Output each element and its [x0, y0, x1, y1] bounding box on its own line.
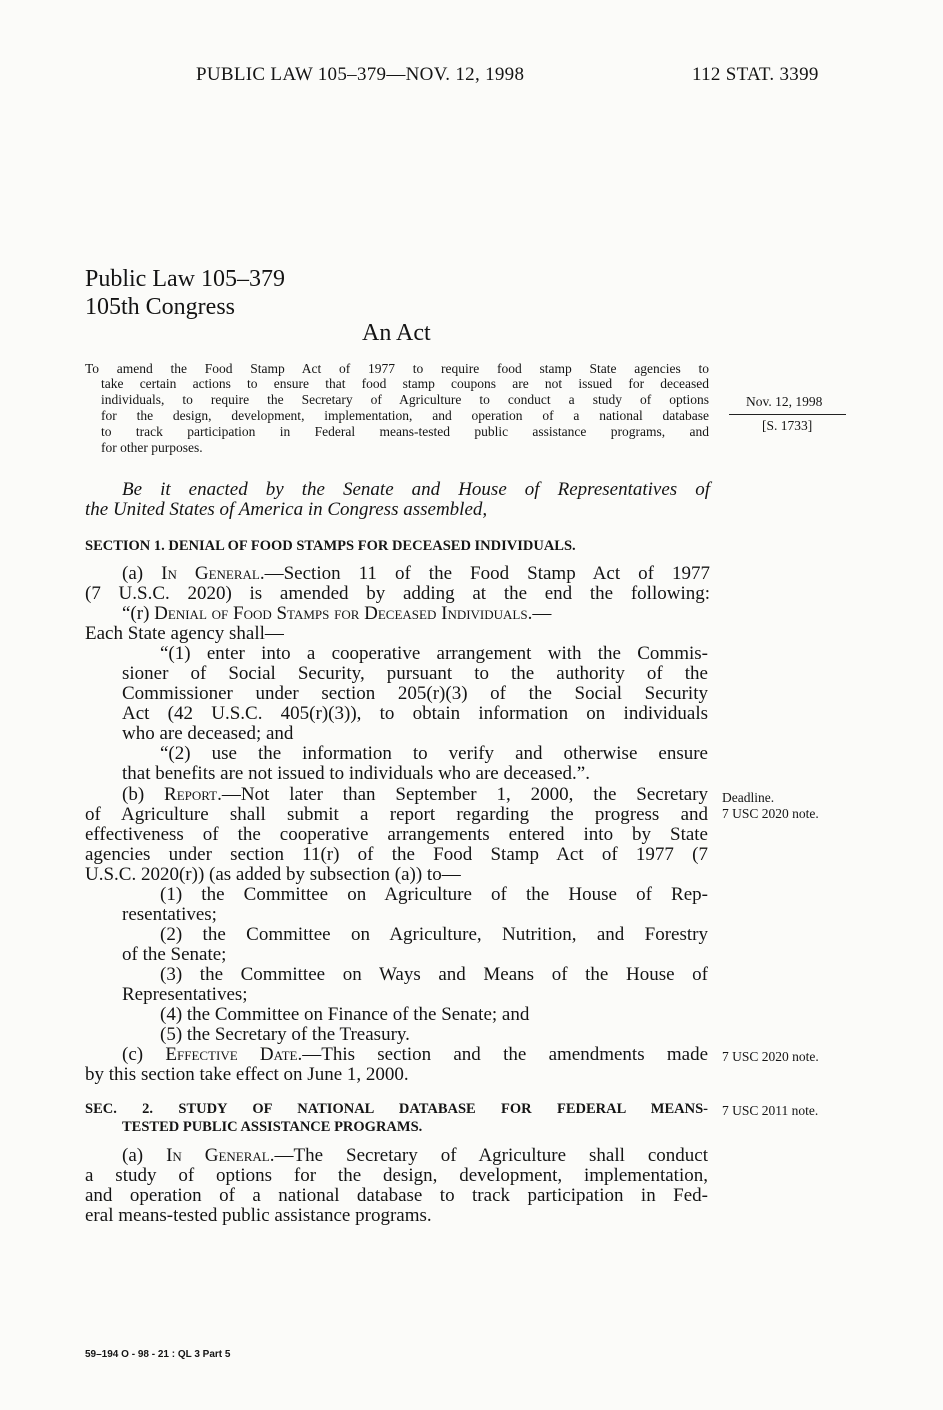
purpose-line: take certain actions to ensure that food stamp coupons are not issued for deceased	[101, 376, 709, 391]
margin-rule	[729, 414, 846, 415]
margin-usc-note: 7 USC 2020 note.	[722, 1049, 819, 1064]
margin-deadline: Deadline.	[722, 790, 775, 805]
section-2-heading: SEC. 2. STUDY OF NATIONAL DATABASE FOR FEDERAL MEANS-	[85, 1101, 708, 1117]
paragraph-1-line: Act (42 U.S.C. 405(r)(3)), to obtain information on individuals	[122, 703, 708, 724]
recipient-item: (3) the Committee on Ways and Means of the House of	[160, 964, 708, 985]
paragraph-2-line: that benefits are not issued to individuals who are deceased.”.	[122, 763, 590, 784]
recipient-item: of the Senate;	[122, 944, 227, 965]
recipient-item: (5) the Secretary of the Treasury.	[160, 1024, 410, 1045]
margin-date: Nov. 12, 1998	[746, 394, 823, 409]
law-number: Public Law 105–379	[85, 266, 285, 292]
recipient-item: (1) the Committee on Agriculture of the House of Rep-	[160, 884, 708, 905]
section-1b-text: effectiveness of the cooperative arrangements entered into by State	[85, 824, 708, 845]
section-1b-text: agencies under section 11(r) of the Food Stamp Act of 1977 (7	[85, 844, 708, 865]
purpose-line: for the design, development, implementation, and operation of a national database	[101, 408, 709, 423]
paragraph-2-line: “(2) use the information to verify and otherwise ensure	[160, 743, 708, 764]
paragraph-1-line: “(1) enter into a cooperative arrangement with the Commis-	[160, 643, 708, 664]
section-1c-text: (c) Effective Date.—This section and the amendments made	[122, 1044, 709, 1065]
section-1c-text: by this section take effect on June 1, 2000.	[85, 1064, 409, 1085]
margin-usc-note: 7 USC 2011 note.	[722, 1103, 819, 1118]
enacting-clause: the United States of America in Congress assembled,	[85, 499, 488, 520]
section-2a-text: (a) In General.—The Secretary of Agriculture shall conduct	[122, 1145, 708, 1166]
stat-page-number: 112 STAT. 3399	[692, 64, 819, 85]
section-1-heading: SECTION 1. DENIAL OF FOOD STAMPS FOR DECEASED INDIVIDUALS.	[85, 538, 576, 554]
section-1a-text: (7 U.S.C. 2020) is amended by adding at the end the following:	[85, 583, 710, 604]
paragraph-1-line: sioner of Social Security, pursuant to the authority of the	[122, 663, 708, 684]
section-2a-text: eral means-tested public assistance programs.	[85, 1205, 432, 1226]
running-head: PUBLIC LAW 105–379—NOV. 12, 1998	[196, 64, 525, 85]
section-2a-text: a study of options for the design, development, implementation,	[85, 1165, 708, 1186]
recipient-item: (2) the Committee on Agriculture, Nutrition, and Forestry	[160, 924, 708, 945]
margin-usc-note: 7 USC 2020 note.	[722, 806, 819, 821]
section-1b-text: U.S.C. 2020(r)) (as added by subsection (a)) to—	[85, 864, 461, 885]
subsection-r-heading: “(r) Denial of Food Stamps for Deceased Individuals.—	[122, 603, 552, 624]
purpose-line: individuals, to require the Secretary of Agriculture to conduct a study of options	[101, 392, 709, 407]
purpose-line: for other purposes.	[101, 440, 203, 455]
act-title: An Act	[362, 320, 431, 346]
paragraph-1-line: Commissioner under section 205(r)(3) of the Social Security	[122, 683, 708, 704]
purpose-line: To amend the Food Stamp Act of 1977 to require food stamp State agencies to	[85, 361, 709, 376]
purpose-line: to track participation in Federal means-tested public assistance programs, and	[101, 424, 709, 439]
congress: 105th Congress	[85, 294, 235, 320]
section-2a-text: and operation of a national database to track participation in Fed-	[85, 1185, 708, 1206]
recipient-item: (4) the Committee on Finance of the Senate; and	[160, 1004, 530, 1025]
section-1b-text: of Agriculture shall submit a report regarding the progress and	[85, 804, 708, 825]
subsection-r-text: Each State agency shall—	[85, 623, 284, 644]
recipient-item: Representatives;	[122, 984, 248, 1005]
section-2-heading: TESTED PUBLIC ASSISTANCE PROGRAMS.	[122, 1119, 423, 1135]
margin-bill-number: [S. 1733]	[762, 418, 813, 433]
section-1b-text: (b) Report.—Not later than September 1, 2000, the Secretary	[122, 784, 708, 805]
enacting-clause: Be it enacted by the Senate and House of Representatives of	[122, 479, 710, 500]
recipient-item: resentatives;	[122, 904, 217, 925]
paragraph-1-line: who are deceased; and	[122, 723, 294, 744]
section-1a-text: (a) In General.—Section 11 of the Food Stamp Act of 1977	[122, 563, 710, 584]
print-code: 59–194 O - 98 - 21 : QL 3 Part 5	[85, 1349, 231, 1360]
